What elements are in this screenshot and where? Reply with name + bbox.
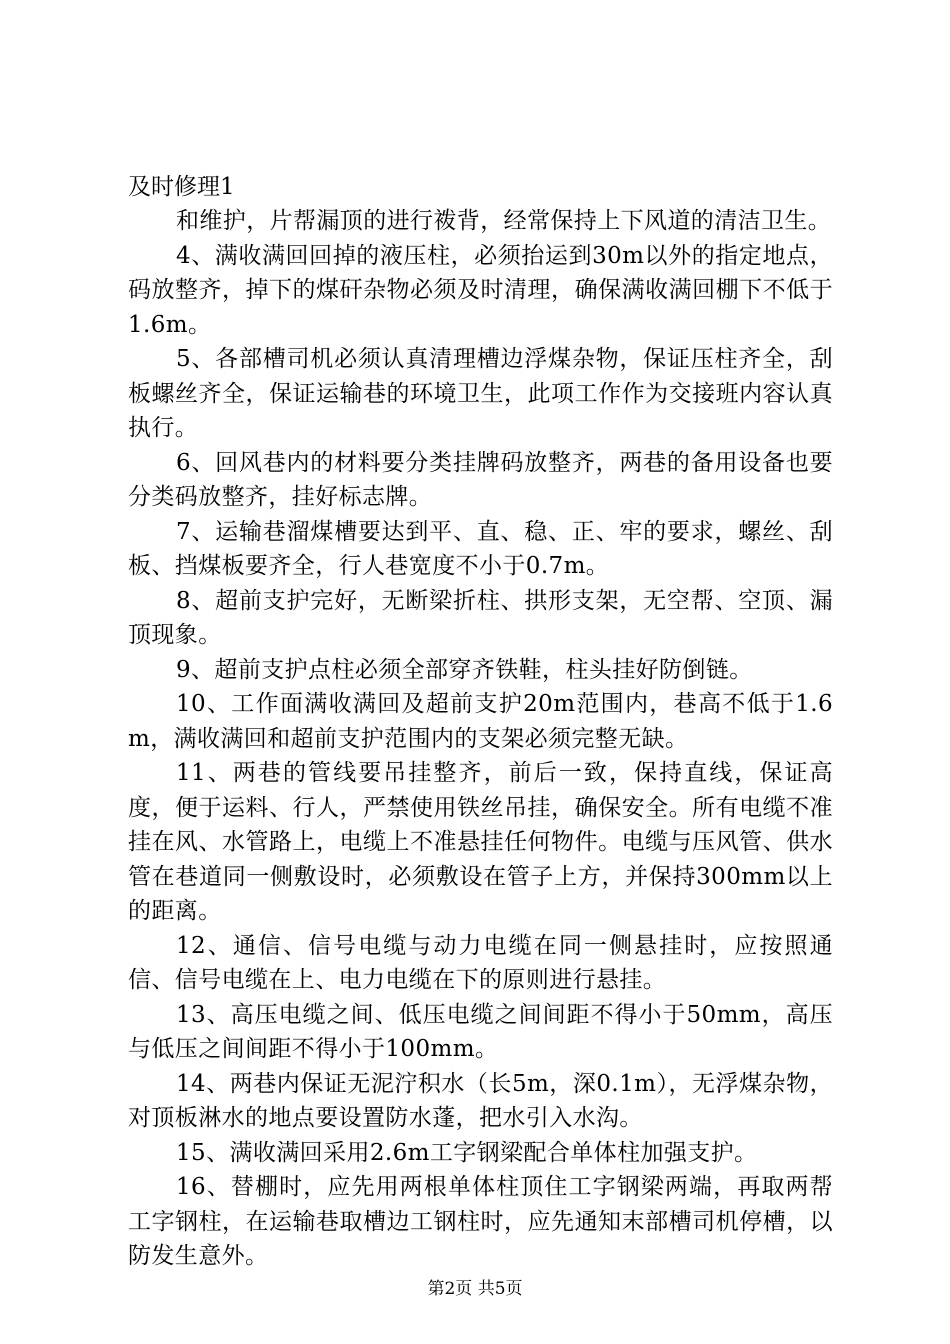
paragraph: 8、超前支护完好，无断梁折柱、拱形支架，无空帮、空顶、漏顶现象。	[128, 587, 833, 648]
paragraph: 5、各部槽司机必须认真清理槽边浮煤杂物，保证压柱齐全，刮板螺丝齐全，保证运输巷的环境卫生，此项工作作为交接班内容认真执行。	[128, 346, 833, 441]
paragraph: 12、通信、信号电缆与动力电缆在同一侧悬挂时，应按照通信、信号电缆在上、电力电缆在下的原则进行悬挂。	[128, 932, 833, 993]
paragraph: 16、替棚时，应先用两根单体柱顶住工字钢梁两端，再取两帮工字钢柱，在运输巷取槽边工钢柱时，应先通知末部槽司机停槽，以防发生意外。	[128, 1174, 833, 1269]
paragraph: 15、满收满回采用2.6m工字钢梁配合单体柱加强支护。	[176, 1139, 758, 1166]
paragraph: 11、两巷的管线要吊挂整齐，前后一致，保持直线，保证高度，便于运料、行人，严禁使用铁丝吊挂，确保安全。所有电缆不准挂在风、水管路上，电缆上不准悬挂任何物件。电缆与压风管、供水管在巷道同一侧敷设时，必须敷设在管子上方，并保持300mm以上的距离。	[128, 760, 833, 924]
paragraph: 9、超前支护点柱必须全部穿齐铁鞋，柱头挂好防倒链。	[176, 656, 753, 683]
section-heading: 及时修理1	[128, 174, 235, 200]
paragraph: 13、高压电缆之间、低压电缆之间间距不得小于50mm，高压与低压之间间距不得小于100mm。	[128, 1001, 833, 1062]
paragraph: 4、满收满回回掉的液压柱，必须抬运到30m以外的指定地点，码放整齐，掉下的煤矸杂物必须及时清理，确保满收满回棚下不低于1.6m。	[128, 242, 833, 338]
paragraph: 和维护，片帮漏顶的进行袯背，经常保持上下风道的清洁卫生。	[176, 208, 832, 234]
paragraph: 7、运输巷溜煤槽要达到平、直、稳、正、牢的要求，螺丝、刮板、挡煤板要齐全，行人巷宽度不小于0.7m。	[128, 518, 833, 579]
paragraph: 14、两巷内保证无泥泞积水（长5m，深0.1m），无浮煤杂物，对顶板淋水的地点要设置防水蓬，把水引入水沟。	[128, 1070, 833, 1131]
page-number-footer: 第2页 共5页	[427, 1279, 523, 1299]
paragraph: 6、回风巷内的材料要分类挂牌码放整齐，两巷的备用设备也要分类码放整齐，挂好标志牌。	[128, 449, 833, 510]
document-body	[128, 170, 833, 1274]
paragraph: 10、工作面满收满回及超前支护20m范围内，巷高不低于1.6m，满收满回和超前支护范围内的支架必须完整无缺。	[128, 691, 833, 752]
